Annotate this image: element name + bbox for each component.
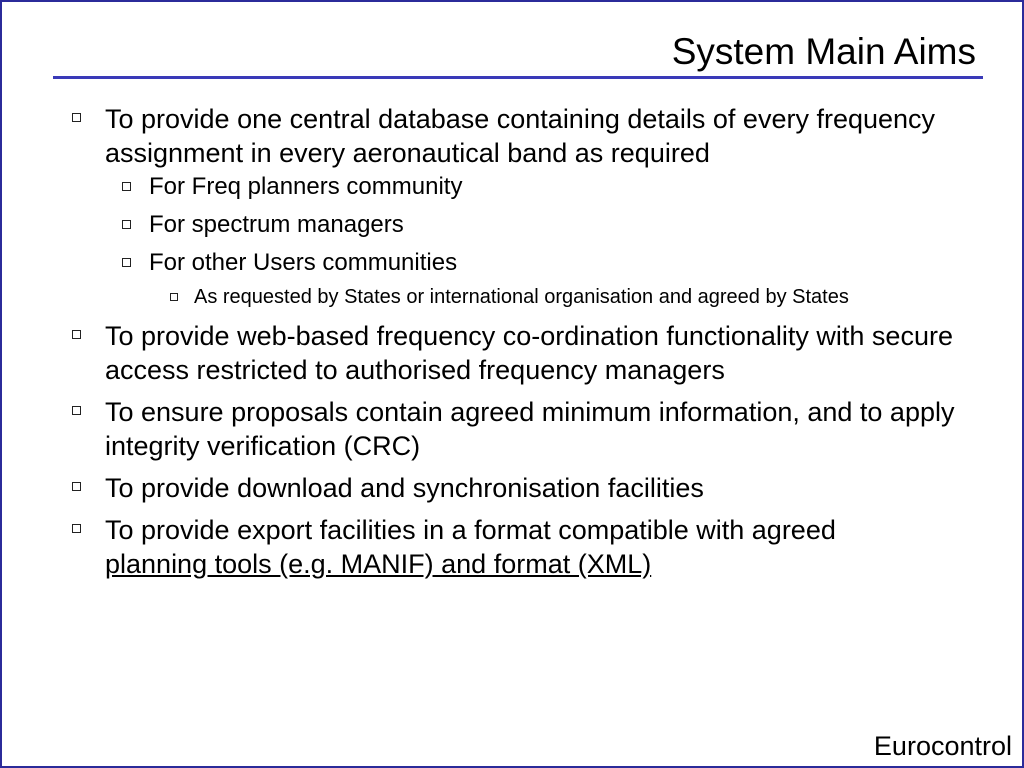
footer-organisation: Eurocontrol: [873, 731, 1012, 761]
square-bullet-icon: [72, 406, 81, 415]
bullet-item-central-database: [66, 102, 966, 170]
sub-bullet-text: For spectrum managers: [149, 211, 404, 238]
square-bullet-icon: [122, 220, 131, 229]
bullet-text: To provide one central database containing details of every frequency assignment in every aeronautical band as required: [105, 104, 936, 168]
bullet-list: [66, 102, 966, 589]
sub-bullet-text: For Freq planners community: [149, 173, 463, 200]
bullet-item-web-coordination: [66, 319, 966, 387]
bullet-text-part1: To provide export facilities in a format compatible with agreed: [105, 515, 836, 545]
square-bullet-icon: [72, 113, 81, 122]
square-bullet-icon: [122, 182, 131, 191]
title-divider: [53, 76, 983, 79]
sub-bullet-text: For other Users communities: [149, 249, 458, 276]
square-bullet-icon: [170, 293, 178, 301]
sub-bullet-freq-planners: [66, 172, 966, 202]
bullet-item-export: [66, 513, 966, 581]
bullet-text: To ensure proposals contain agreed minimum information, and to apply integrity verification (CRC): [105, 397, 955, 461]
square-bullet-icon: [72, 524, 81, 533]
bullet-text: To provide web-based frequency co-ordination functionality with secure access restricted to authorised frequency managers: [105, 321, 953, 385]
bullet-item-proposals: [66, 395, 966, 463]
square-bullet-icon: [122, 258, 131, 267]
sub-sub-bullet-text: As requested by States or international organisation and agreed by States: [194, 286, 849, 308]
square-bullet-icon: [72, 330, 81, 339]
bullet-text-part2-underlined: planning tools (e.g. MANIF) and format (XML): [105, 549, 652, 579]
square-bullet-icon: [72, 482, 81, 491]
bullet-text: To provide download and synchronisation facilities: [105, 473, 704, 503]
sub-bullet-other-users: [66, 248, 966, 278]
sub-sub-bullet-states: [66, 284, 966, 311]
sub-bullet-spectrum-managers: [66, 210, 966, 240]
slide-title: System Main Aims: [671, 31, 976, 72]
bullet-item-download: [66, 471, 966, 505]
